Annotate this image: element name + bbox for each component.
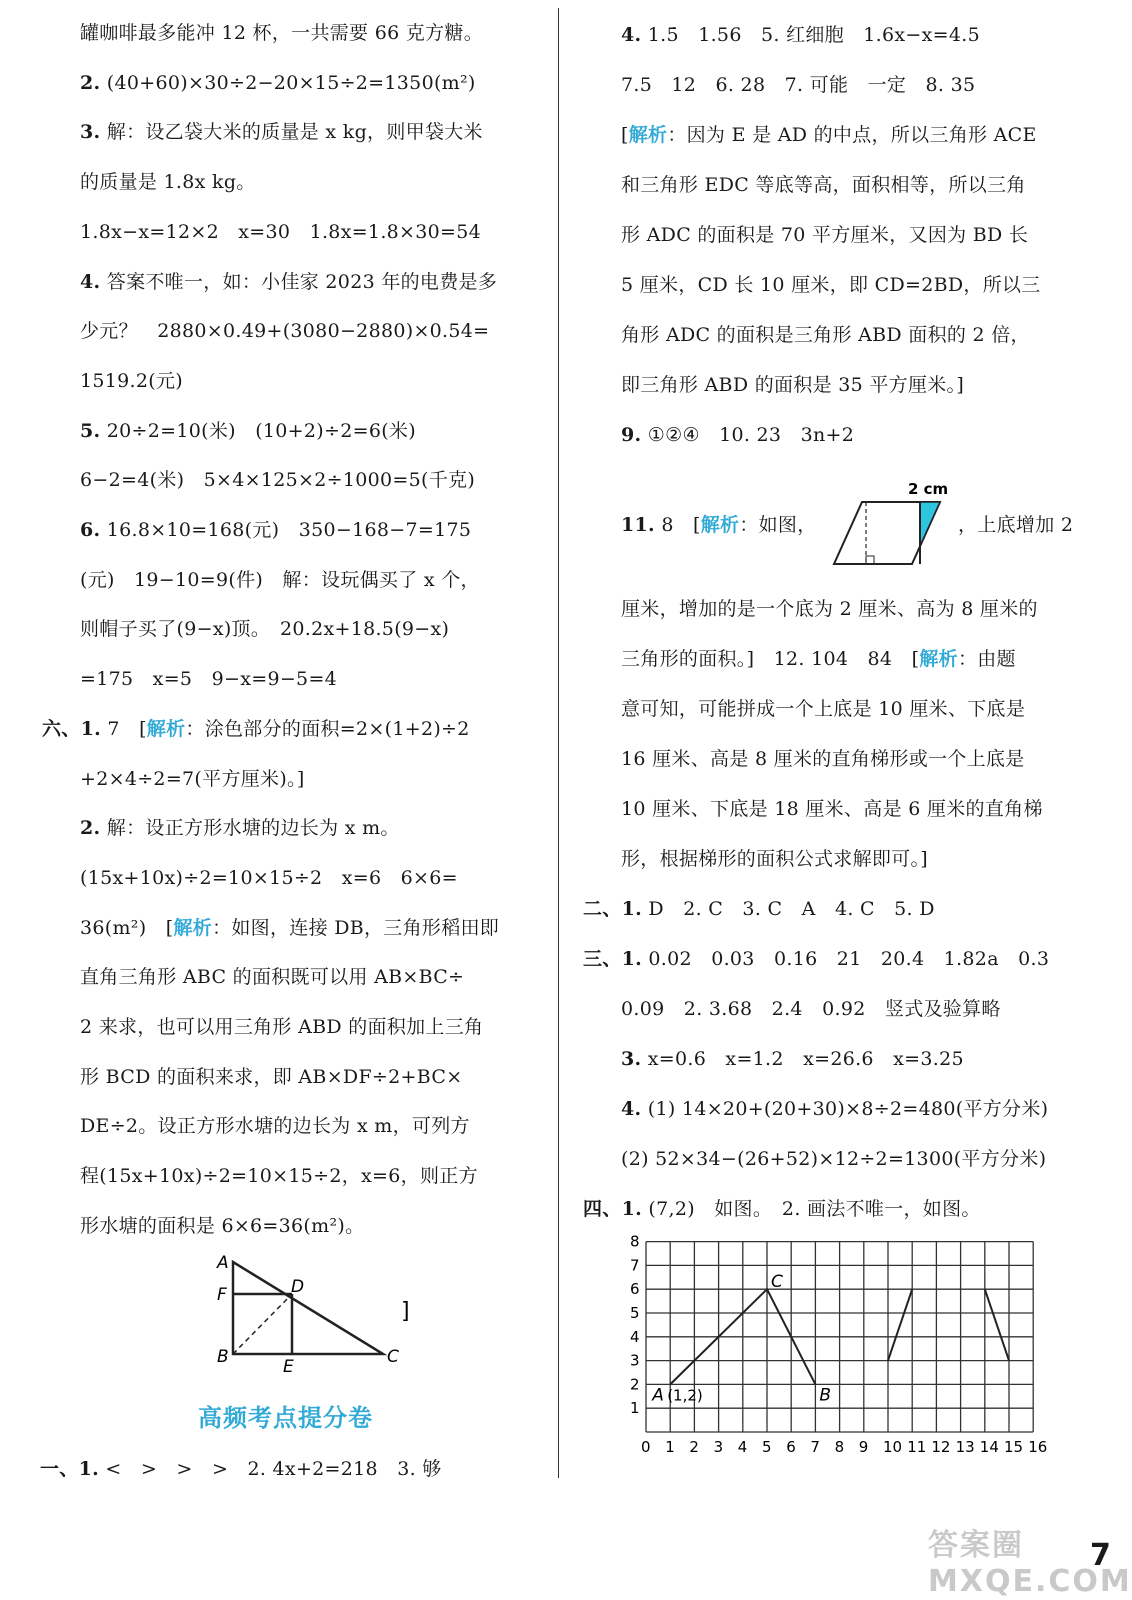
text-line: 10 厘米、下底是 18 厘米、高是 6 厘米的直角梯 <box>621 798 1043 820</box>
text-line: 厘米，增加的是一个底为 2 厘米、高为 8 厘米的 <box>621 598 1038 620</box>
text-line: 则帽子买了(9−x)顶。 20.2x+18.5(9−x) <box>80 618 450 641</box>
y-tick: 1 <box>630 1399 640 1418</box>
text-line: 6−2=4(米) 5×4×125×2÷1000=5(千克) <box>80 469 476 492</box>
watermark: 答案圈 MXQE.COM <box>928 1528 1132 1599</box>
text-line: [解析：因为 E 是 AD 的中点，所以三角形 ACE <box>621 124 1037 146</box>
text-line: 5. 20÷2=10(米) (10+2)÷2=6(米) <box>80 419 416 442</box>
y-tick: 2 <box>630 1375 640 1394</box>
text-line: 三、1. 0.02 0.03 0.16 21 20.4 1.82a 0.3 <box>583 948 1050 970</box>
text-line: 1.8x−x=12×2 x=30 1.8x=1.8×30=54 <box>80 220 482 243</box>
text-line: 36(m²) [解析：如图，连接 DB，三角形稻田即 <box>80 916 500 939</box>
text-line: 4. (1) 14×20+(20+30)×8÷2=480(平方分米) <box>621 1098 1049 1120</box>
y-tick: 7 <box>630 1256 640 1275</box>
text-line: 形水塘的面积是 6×6=36(m²)。 <box>80 1214 365 1237</box>
text-line: 直角三角形 ABC 的面积既可以用 AB×BC÷ <box>80 966 465 989</box>
point-a-coord: (1,2) <box>667 1386 703 1405</box>
text-line: =175 x=5 9−x=9−5=4 <box>80 668 338 691</box>
label-c: C <box>387 1347 399 1367</box>
right-triangle-figure <box>205 1248 425 1378</box>
text-line: (元) 19−10=9(件) 解：设玩偶买了 x 个， <box>80 568 480 591</box>
x-tick: 5 <box>762 1438 772 1456</box>
text-line: 5 厘米，CD 长 10 厘米，即 CD=2BD，所以三 <box>621 274 1041 296</box>
text-line: 9. ①②④ 10. 23 3n+2 <box>621 424 855 446</box>
svg-text:2 cm: 2 cm <box>908 480 949 498</box>
text-line: 形 ADC 的面积是 70 平方厘米，又因为 BD 长 <box>621 224 1029 246</box>
x-tick: 9 <box>858 1438 869 1456</box>
point-c-label: C <box>771 1272 783 1293</box>
x-tick: 0 <box>641 1438 651 1456</box>
text-line: (15x+10x)÷2=10×15÷2 x=6 6×6= <box>80 866 458 889</box>
text-line: 意可知，可能拼成一个上底是 10 厘米、下底是 <box>621 698 1026 720</box>
text-line: 形，根据梯形的面积公式求解即可。] <box>621 848 929 870</box>
x-tick: 6 <box>786 1438 796 1456</box>
text-line: +2×4÷2=7(平方厘米)。] <box>80 767 305 790</box>
x-tick: 12 <box>931 1438 951 1456</box>
text-line: 2. 解：设正方形水塘的边长为 x m。 <box>80 817 400 840</box>
text-line: 4. 答案不唯一，如：小佳家 2023 年的电费是多 <box>80 270 498 293</box>
q11-tail: ，上底增加 2 <box>958 514 1074 536</box>
x-tick: 13 <box>955 1438 975 1456</box>
x-tick: 1 <box>665 1438 675 1456</box>
q11-line: 11. 8 [解析：如图， <box>621 514 817 536</box>
text-line: 1519.2(元) <box>80 369 184 392</box>
text-line: 3. 解：设乙袋大米的质量是 x kg，则甲袋大米 <box>80 121 483 144</box>
coordinate-grid <box>626 1232 1056 1484</box>
x-tick: 3 <box>713 1438 724 1456</box>
text-line: 和三角形 EDC 等底等高，面积相等，所以三角 <box>621 174 1026 196</box>
text-line: 角形 ADC 的面积是三角形 ABD 面积的 2 倍， <box>621 324 1030 346</box>
drawn-segment <box>985 1289 1009 1360</box>
point-a-label: A <box>652 1385 664 1406</box>
point-b-label: B <box>819 1385 832 1406</box>
drawn-segment <box>888 1289 912 1360</box>
x-tick: 10 <box>883 1438 903 1456</box>
text-line: 2 来求，也可以用三角形 ABD 的面积加上三角 <box>80 1016 484 1038</box>
text-line: 形 BCD 的面积来求，即 AB×DF÷2+BC× <box>80 1065 463 1088</box>
y-tick: 3 <box>630 1351 640 1370</box>
x-tick: 8 <box>834 1438 845 1456</box>
text-line: 2. (40+60)×30÷2−20×15÷2=1350(m²) <box>80 71 476 94</box>
y-tick: 8 <box>630 1232 640 1251</box>
text-line: 即三角形 ABD 的面积是 35 平方厘米。] <box>621 374 965 396</box>
text-line: 的质量是 1.8x kg。 <box>80 171 256 194</box>
page-number: 7 <box>1090 1538 1111 1573</box>
text-line: 三角形的面积。] 12. 104 84 [解析：由题 <box>621 648 1016 670</box>
column-divider <box>558 8 559 1478</box>
text-line: (2) 52×34−(26+52)×12÷2=1300(平方分米) <box>621 1148 1047 1170</box>
x-tick: 4 <box>737 1438 748 1456</box>
text-line: 二、1. D 2. C 3. C A 4. C 5. D <box>583 898 935 920</box>
text-line: 四、1. (7,2) 如图。 2. 画法不唯一，如图。 <box>583 1198 981 1220</box>
text-line: 六、1. 7 [解析：涂色部分的面积=2×(1+2)÷2 <box>42 717 470 740</box>
last-line: 一、1. < > > > 2. 4x+2=218 3. 够 <box>40 1458 442 1480</box>
text-line: 16 厘米、高是 8 厘米的直角梯形或一个上底是 <box>621 748 1025 770</box>
text-line: 罐咖啡最多能冲 12 杯，一共需要 66 克方糖。 <box>80 22 484 44</box>
bracket-close: ] <box>401 1299 410 1324</box>
trapezoid-figure <box>828 476 948 571</box>
text-line: 6. 16.8×10=168(元) 350−168−7=175 <box>80 519 472 541</box>
text-line: 程(15x+10x)÷2=10×15÷2，x=6，则正方 <box>80 1165 478 1188</box>
label-b: B <box>217 1347 229 1367</box>
label-f: F <box>217 1285 227 1305</box>
label-e: E <box>283 1357 294 1377</box>
y-tick: 5 <box>630 1304 640 1322</box>
section-title: 高频考点提分卷 <box>198 1404 373 1432</box>
y-tick: 6 <box>630 1280 640 1299</box>
x-tick: 15 <box>1004 1438 1024 1456</box>
text-line: 少元？ 2880×0.49+(3080−2880)×0.54= <box>80 320 490 343</box>
text-line: 4. 1.5̇ 1.56 5. 红细胞 1.6x−x=4.5 <box>621 24 980 46</box>
label-d: D <box>291 1277 305 1297</box>
text-line: DE÷2。设正方形水塘的边长为 x m，可列方 <box>80 1115 470 1138</box>
x-tick: 2 <box>689 1438 699 1456</box>
x-tick: 14 <box>979 1438 999 1456</box>
label-a: A <box>217 1253 229 1273</box>
text-line: 3. x=0.6 x=1.2 x=26.6 x=3.25 <box>621 1048 964 1070</box>
x-tick: 11 <box>907 1438 927 1456</box>
y-tick: 4 <box>630 1327 640 1346</box>
text-line: 0.09 2. 3.68 2.4 0.92 竖式及验算略 <box>621 998 1001 1020</box>
x-tick: 16 <box>1028 1438 1048 1456</box>
text-line: 7.5 12 6. 28 7. 可能 一定 8. 35 <box>621 74 976 96</box>
x-tick: 7 <box>810 1438 820 1456</box>
